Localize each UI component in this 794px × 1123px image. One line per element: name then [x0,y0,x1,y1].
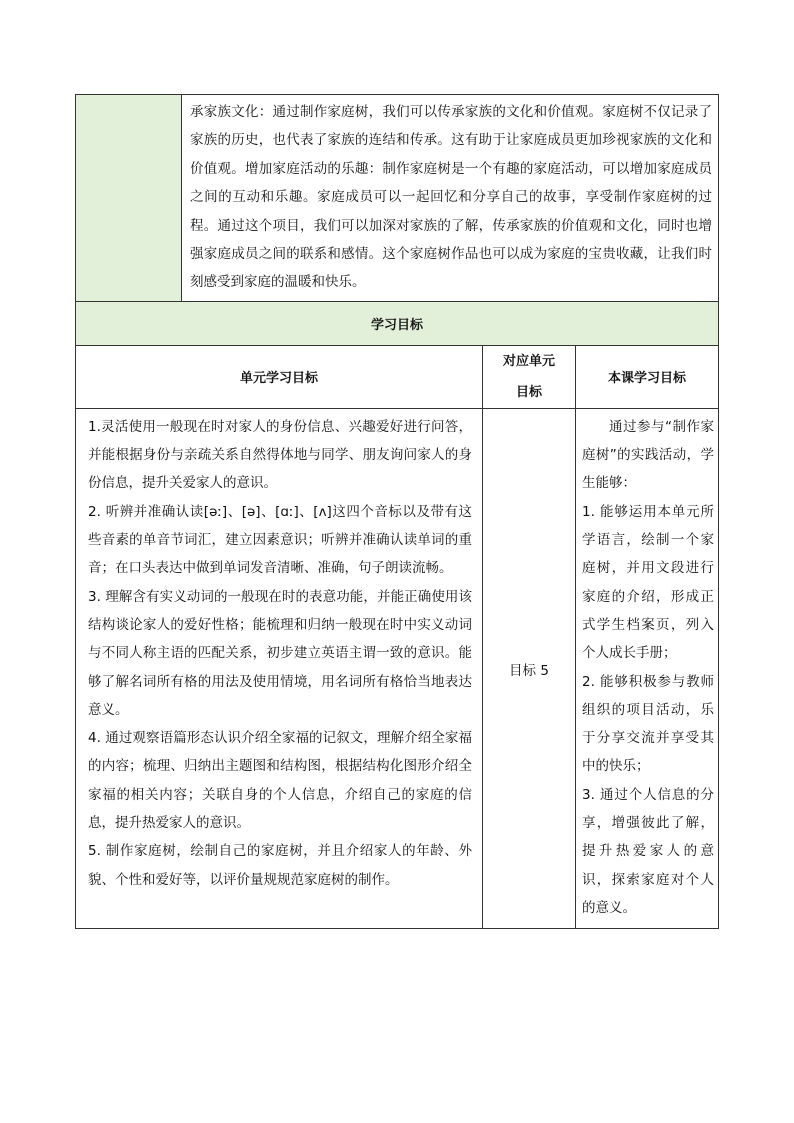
objectives-title-row [76,301,719,345]
corresponding-header [483,345,576,408]
intro-label-cell [76,95,182,302]
lesson-goal-intro: 通过参与“制作家庭树”的实践活动，学生能够： [582,418,714,492]
unit-goal-item: 3. 理解含有实义动词的一般现在时的表意功能，并能正确使用该结构谈论家人的爱好性格；能梳理和归纳一般现在时中实义动词与不同人称主语的匹配关系，初步建立英语主谓一致的意识。能够了解名词所有格的用法及使用情境，用名词所有格恰当地表达意义。 [88,588,472,718]
corresponding-header-line2: 目标 [515,384,542,400]
unit-goal-item: 5. 制作家庭树，绘制自己的家庭树，并且介绍家人的年龄、外貌、个性和爱好等，以评价量规规范家庭树的制作。 [88,843,472,888]
lesson-goals-cell [576,408,719,928]
lesson-plan-table [75,94,719,929]
unit-goals-header: 单元学习目标 [76,345,483,408]
header-row [76,345,719,408]
unit-goal-item: 4. 通过观察语篇形态认识介绍全家福的记叙文，理解介绍全家福的内容；梳理、归纳出主题图和结构图，根据结构化图形介绍全家福的相关内容；关联自身的个人信息，介绍自己的家庭的信息，提升热爱家人的意识。 [88,730,472,831]
lesson-goal-item: 2. 能够积极参与教师组织的项目活动，乐于分享交流并享受其中的快乐； [582,673,714,775]
unit-goal-item: 2. 听辨并准确认读[əː]、[ə]、[ɑː]、[ʌ]这四个音标以及带有这些音素的单音节词汇，建立因素意识；听辨并准确认读单词的重音；在口头表达中做到单词发音清晰、准确，句子朗读流畅。 [88,503,472,577]
lesson-goals-header: 本课学习目标 [576,345,719,408]
goals-row [76,408,719,928]
section-title: 学习目标 [76,301,719,345]
intro-text: 承家族文化：通过制作家庭树，我们可以传承家族的文化和价值观。家庭树不仅记录了家族的历史，也代表了家族的连结和传承。这有助于让家庭成员更加珍视家族的文化和价值观。增加家庭活动的乐趣：制作家庭树是一个有趣的家庭活动，可以增加家庭成员之间的互动和乐趣。家庭成员可以一起回忆和分享自己的故事，享受制作家庭树的过程。通过这个项目，我们可以加深对家族的了解，传承家族的价值观和文化，同时也增强家庭成员之间的联系和感情。这个家庭树作品也可以成为家庭的宝贵收藏，让我们时刻感受到家庭的温暖和快乐。 [182,95,719,302]
lesson-goal-item: 1. 能够运用本单元所学语言，绘制一个家庭树，并用文段进行家庭的介绍，形成正式学生档案页，列入个人成长手册； [582,503,714,662]
unit-goal-item: 1.灵活使用一般现在时对家人的身份信息、兴趣爱好进行问答，并能根据身份与亲疏关系自然得体地与同学、朋友询问家人的身份信息，提升关爱家人的意识。 [88,418,472,492]
unit-goals-cell [76,408,483,928]
document-page [75,94,718,929]
corresponding-goal: 目标 5 [483,408,576,928]
intro-row [76,95,719,302]
lesson-goal-item: 3. 通过个人信息的分享，增强彼此了解，提升热爱家人的意识，探索家庭对个人的意义。 [582,786,714,916]
corresponding-header-line1: 对应单元 [502,353,555,369]
